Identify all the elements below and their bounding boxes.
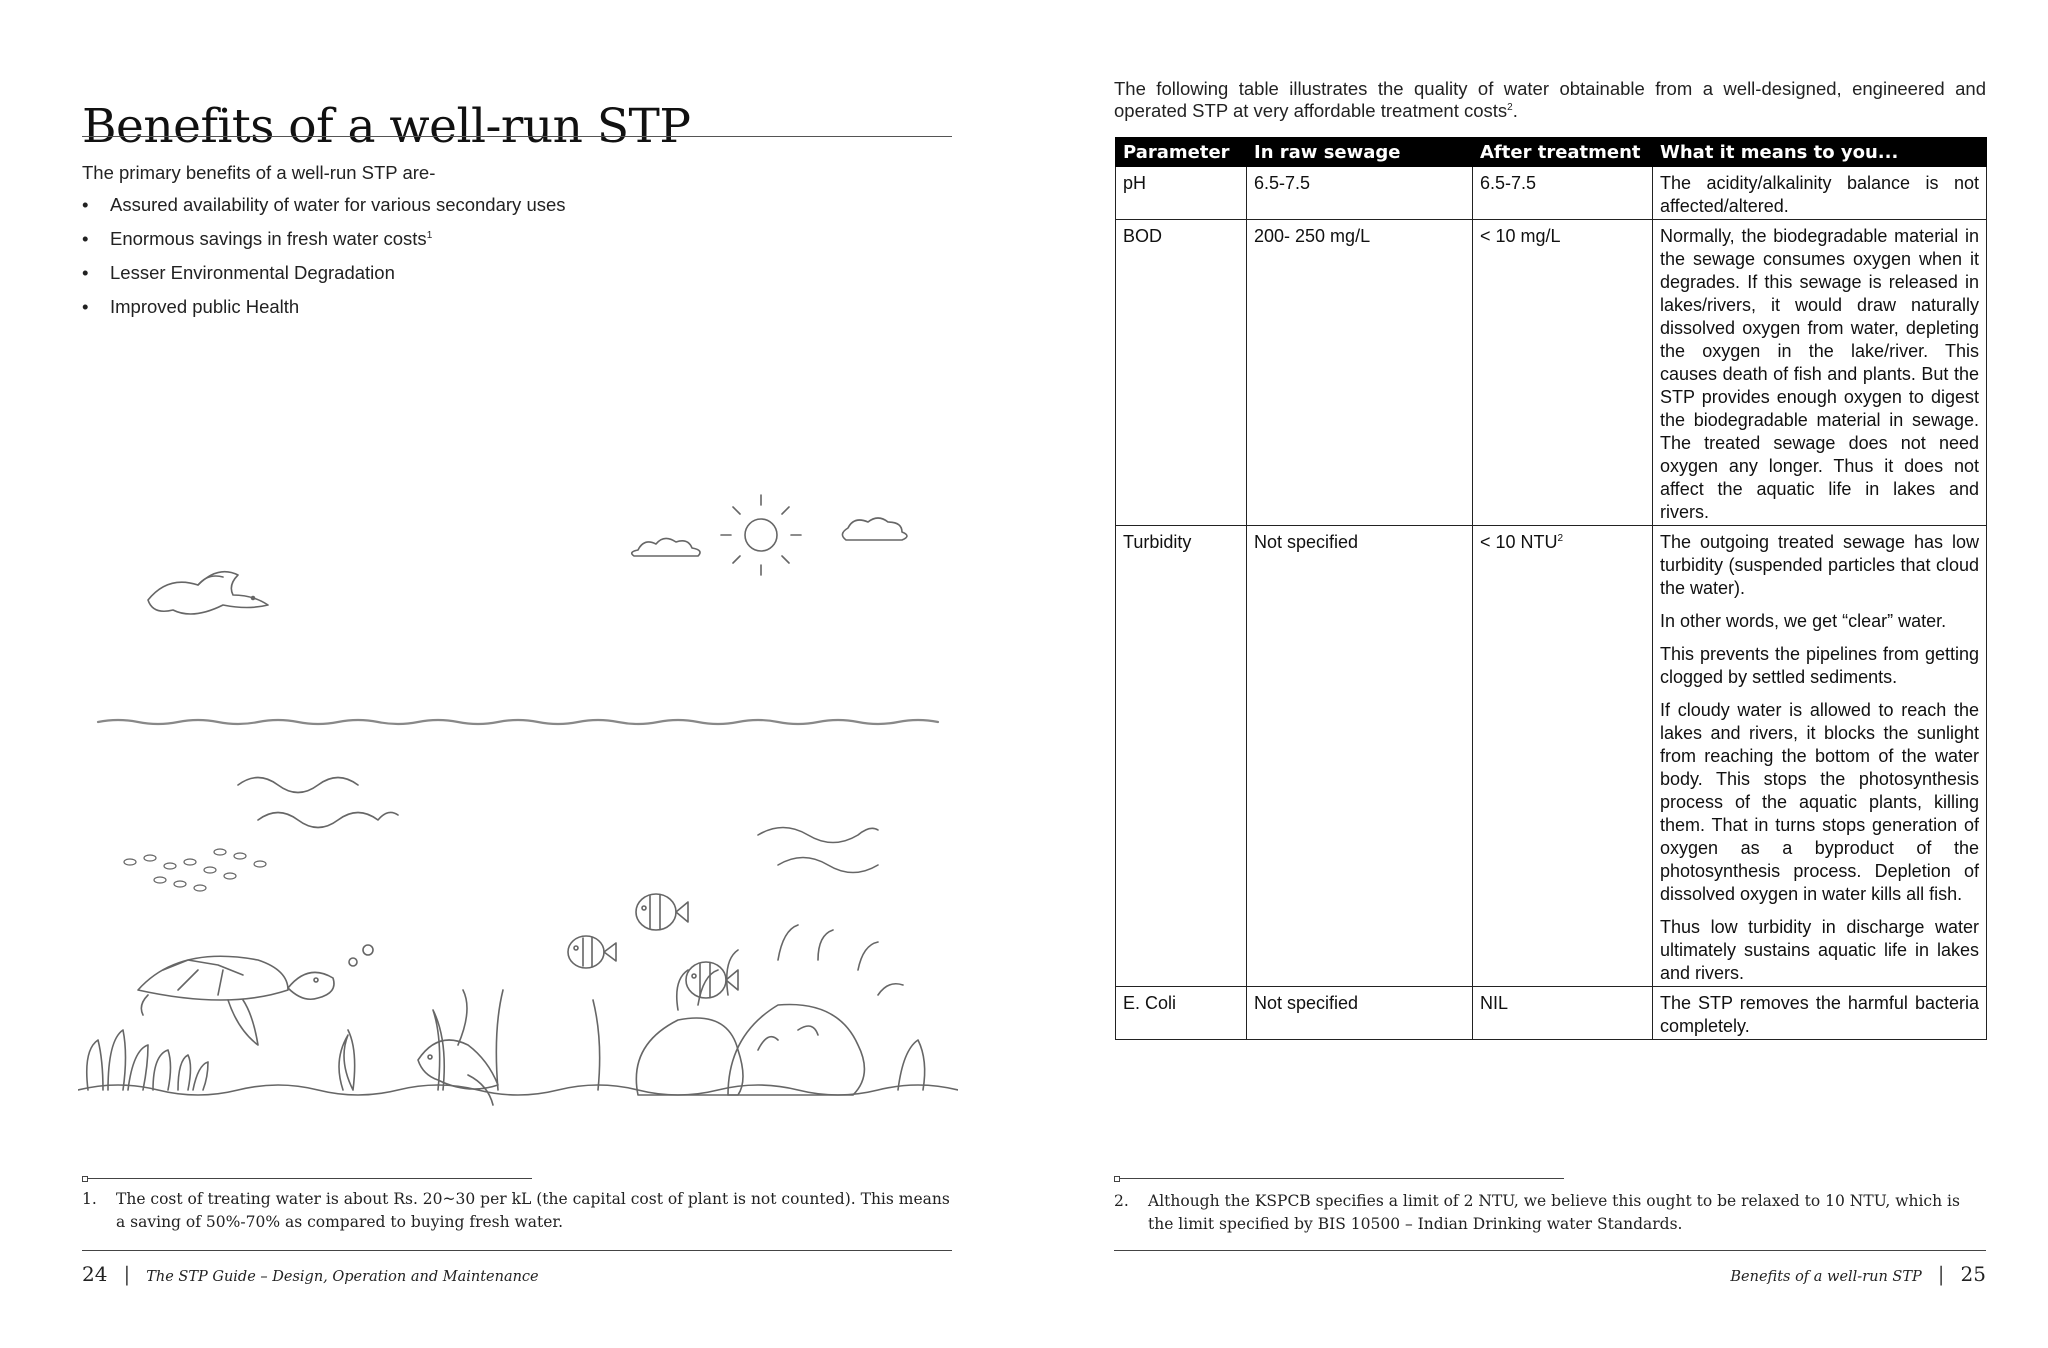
column-header: In raw sewage bbox=[1247, 138, 1473, 167]
aquatic-life-illustration bbox=[78, 490, 958, 1130]
coral-icon bbox=[898, 1040, 925, 1090]
page-title: Benefits of a well-run STP bbox=[82, 99, 691, 155]
table-row bbox=[1116, 167, 1987, 220]
footnote-ref[interactable]: 1 bbox=[426, 229, 433, 241]
meaning-cell: The acidity/alkalinity balance is not affected/altered. bbox=[1653, 167, 1987, 220]
column-header: After treatment bbox=[1473, 138, 1653, 167]
footnote-separator bbox=[82, 1178, 532, 1179]
page-number: 24 bbox=[82, 1262, 108, 1286]
seabed bbox=[78, 1085, 958, 1095]
after-cell: < 10 mg/L bbox=[1473, 220, 1653, 526]
param-cell: E. Coli bbox=[1116, 987, 1247, 1040]
table-intro: The following table illustrates the quality of water obtainable from a well-designed, engineered and operated STP at very affordable treatment costs$^2$. bbox=[1114, 78, 1986, 121]
page-footer: 24 | The STP Guide – Design, Operation and Maintenance bbox=[82, 1262, 539, 1286]
water-quality-table bbox=[1115, 137, 1987, 1040]
meaning-cell: The STP removes the harmful bacteria completely. bbox=[1653, 987, 1987, 1040]
param-cell: Turbidity bbox=[1116, 526, 1247, 987]
benefits-intro: The primary benefits of a well-run STP are- bbox=[82, 162, 436, 183]
raw-cell: Not specified bbox=[1247, 526, 1473, 987]
table-row bbox=[1116, 220, 1987, 526]
wave-line bbox=[778, 858, 878, 873]
param-cell: BOD bbox=[1116, 220, 1247, 526]
page-footer: Benefits of a well-run STP | 25 bbox=[1730, 1262, 1986, 1286]
table-header-row bbox=[1116, 138, 1987, 167]
after-cell: < 10 NTU$^2$ bbox=[1473, 526, 1653, 987]
column-header: Parameter bbox=[1116, 138, 1247, 167]
fish-icon bbox=[568, 936, 616, 968]
wave-line bbox=[238, 778, 358, 793]
water-surface bbox=[98, 720, 938, 724]
benefit-item: • Enormous savings in fresh water costs$^1$ bbox=[82, 228, 566, 262]
benefits-list bbox=[82, 194, 566, 330]
title-divider bbox=[82, 136, 952, 137]
page-number: 25 bbox=[1960, 1262, 1986, 1286]
raw-cell: Not specified bbox=[1247, 987, 1473, 1040]
running-title: The STP Guide – Design, Operation and Maintenance bbox=[146, 1269, 539, 1285]
fish-icon bbox=[686, 962, 738, 998]
footnote-1: 1. The cost of treating water is about Rs. 20~30 per kL (the capital cost of plant is not counted). This means a saving of 50%-70% as compared to buying fresh water. bbox=[82, 1190, 950, 1231]
raw-cell: 6.5-7.5 bbox=[1247, 167, 1473, 220]
cloud-icon bbox=[632, 538, 700, 556]
wave-line bbox=[258, 812, 398, 827]
cloud-icon bbox=[842, 518, 907, 540]
turtle-icon bbox=[138, 945, 373, 1045]
footnote-separator bbox=[1114, 1178, 1564, 1179]
after-cell: 6.5-7.5 bbox=[1473, 167, 1653, 220]
column-header: What it means to you... bbox=[1653, 138, 1987, 167]
footer-rule bbox=[1114, 1250, 1986, 1251]
coral-icon bbox=[87, 1030, 208, 1090]
angelfish-icon bbox=[418, 990, 498, 1105]
benefit-item: • Assured availability of water for various secondary uses bbox=[82, 194, 566, 228]
right-page bbox=[1024, 0, 2048, 1348]
rock-icon bbox=[636, 1005, 864, 1096]
footnote-2: 2. Although the KSPCB specifies a limit of 2 NTU, we believe this ought to be relaxed to 10 NTU, which is the limit specified by BIS 10500 – Indian Drinking water Standards. bbox=[1114, 1192, 1960, 1233]
fish-school-icon bbox=[124, 849, 266, 891]
after-cell: NIL bbox=[1473, 987, 1653, 1040]
raw-cell: 200- 250 mg/L bbox=[1247, 220, 1473, 526]
bird-icon bbox=[148, 572, 268, 614]
param-cell: pH bbox=[1116, 167, 1247, 220]
footnote-ref[interactable]: 2 bbox=[1557, 533, 1564, 544]
table-row bbox=[1116, 526, 1987, 987]
running-title: Benefits of a well-run STP bbox=[1730, 1269, 1922, 1285]
footer-rule bbox=[82, 1250, 952, 1251]
sun-icon bbox=[721, 495, 801, 575]
meaning-cell: The outgoing treated sewage has low turbidity (suspended particles that cloud the water). In other words, we get “clear” water. This prevents the pipelines from getting clogged by settled sediments. If cloudy water is allowed to reach the lakes and rivers, it blocks the sunlight from reaching the bottom of the water body. This stops the photosynthesis process of the aquatic plants, killing them. That in turns stops generation of oxygen as a byproduct of the photosynthesis process. Depletion of dissolved oxygen in water kills all fish. Thus low turbidity in discharge water ultimately sustains aquatic life in lakes and rivers. bbox=[1653, 526, 1987, 987]
wave-line bbox=[758, 828, 878, 843]
benefit-item: • Improved public Health bbox=[82, 296, 566, 330]
benefit-item: • Lesser Environmental Degradation bbox=[82, 262, 566, 296]
fish-icon bbox=[636, 894, 688, 930]
footnote-ref[interactable]: 2 bbox=[1507, 101, 1513, 113]
table-row bbox=[1116, 987, 1987, 1040]
meaning-cell: Normally, the biodegradable material in the sewage consumes oxygen when it degrades. If this sewage is released in lakes/rivers, it would draw naturally dissolved oxygen from water, depleting the oxygen in the lake/river. This causes death of fish and plants. But the STP provides enough oxygen to digest the biodegradable material in sewage. The treated sewage does not need oxygen any longer. Thus it does not affect the aquatic life in lakes and rivers. bbox=[1653, 220, 1987, 526]
